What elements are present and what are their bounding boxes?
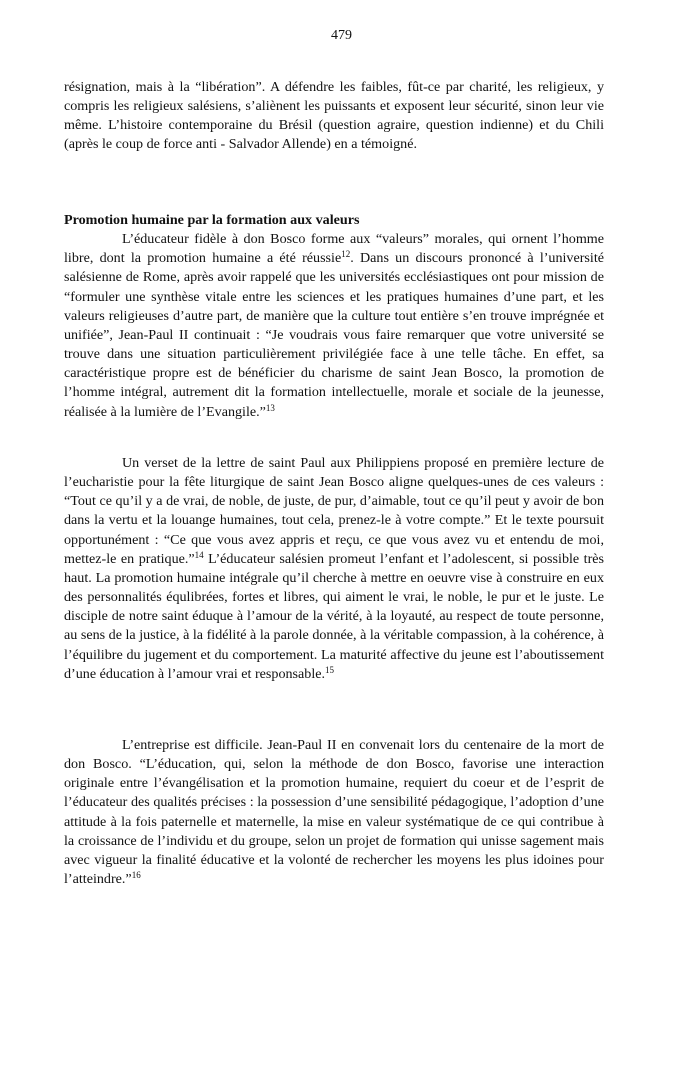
footnote-ref-15: 15 — [325, 664, 335, 675]
paragraph-3 — [64, 454, 604, 684]
paragraph-4-block — [64, 736, 604, 889]
footnote-ref-16: 16 — [131, 870, 141, 881]
section-promotion-humaine — [64, 211, 604, 422]
paragraph-2-text-cont: . Dans un discours prononcé à l’université salésienne de Rome, après avoir rappelé que les universités ecclésiastiques ont pour mission de “formuler une synthèse vitale entre les sciences et les pratiques humaines d’une part, et les valeurs religieuses d’autre part, de manière que la culture tout entière s’en trouve imprégnée et unifiée”, Jean-Paul II continuait : “Je voudrais vous faire remarquer que votre université se trouve dans une situation particulièrement privilégiée face à une telle tâche. En effet, sa caractéristique propre est de bénéficier du charisme de saint Jean Bosco, la promotion de l’homme intégral, autrement dit la formation intellectuelle, morale et sociale de la jeunesse, réalisée à la lumière de l’Evangile.” — [64, 250, 605, 420]
footnote-ref-13: 13 — [265, 402, 275, 413]
paragraph-1 — [64, 78, 604, 155]
footnote-ref-12: 12 — [341, 249, 351, 260]
paragraph-3-text-cont: L’éducateur salésien promeut l’enfant et l’adolescent, si possible très haut. La promotion humaine intégrale qu’il cherche à mettre en oeuvre vise à construire en eux des personnalités équlibrées, fortes et libres, qui aiment le vrai, le noble, le pur et le juste. Le disciple de notre saint éduque à l’amour de la vérité, à la loyauté, au respect de toute personne, au sens de la justice, à la fidélité à la parole donnée, à la véritable compassion, à la cohérence, à l’équilibre du jugement et du comportement. La maturité affective du jeune est l’aboutissement d’une éducation à l’amour vrai et responsable. — [64, 550, 605, 682]
page-number: 479 — [331, 28, 352, 43]
footnote-ref-14: 14 — [194, 549, 204, 560]
paragraph-4-text: L’entreprise est difficile. Jean-Paul II en convenait lors du centenaire de la mort de don Bosco. “L’éducation, qui, selon la méthode de don Bosco, favorise une interaction originale entre l’évangélisation et la promotion humaine, requiert du coeur et de l’esprit de l’éducateur des qualités précises : la possession d’une sensibilité pédagogique, l’adoption d’une attitude à la fois paternelle et maternelle, la mise en valeur systématique de ce qui contribue à la croissance de l’individu et du groupe, selon un projet de formation qui unisse sagement mais avec vigueur la finalité éducative et la volonté de rechercher les moyens les plus idoines pour l’atteindre.” — [64, 737, 604, 888]
paragraph-4 — [64, 736, 604, 889]
paragraph-3-block — [64, 454, 604, 684]
paragraph-2 — [64, 230, 604, 422]
section-heading: Promotion humaine par la formation aux valeurs — [64, 212, 360, 228]
paragraph-3-text: Un verset de la lettre de saint Paul aux Philippiens proposé en première lecture de l’eucharistie pour la fête liturgique de saint Jean Bosco aligne quelques-unes de ces valeurs : “Tout ce qu’il y a de vrai, de noble, de juste, de pur, d’aimable, tout ce qu’il peut y avoir de bon dans la vertu et la louange humaines, tout cela, prenez-le à votre compte.” Et le texte poursuit opportunément : “Ce que vous avez appris et reçu, ce que vous avez vu et entendu de moi, mettez-le en pratique.” — [64, 455, 604, 567]
paragraph-1-text: résignation, mais à la “libération”. A défendre les faibles, fût-ce par charité, les religieux, y compris les religieux salésiens, s’aliènent les puissants et exposent leur sécurité, sinon leur vie même. L’histoire contemporaine du Brésil (question agraire, question indienne) et du Chili (après le coup de force anti - Salvador Allende) en a témoigné. — [64, 79, 604, 153]
paragraph-2-text: L’éducateur fidèle à don Bosco forme aux “valeurs” morales, qui ornent l’homme libre, dont la promotion humaine a été réussie — [64, 231, 604, 267]
